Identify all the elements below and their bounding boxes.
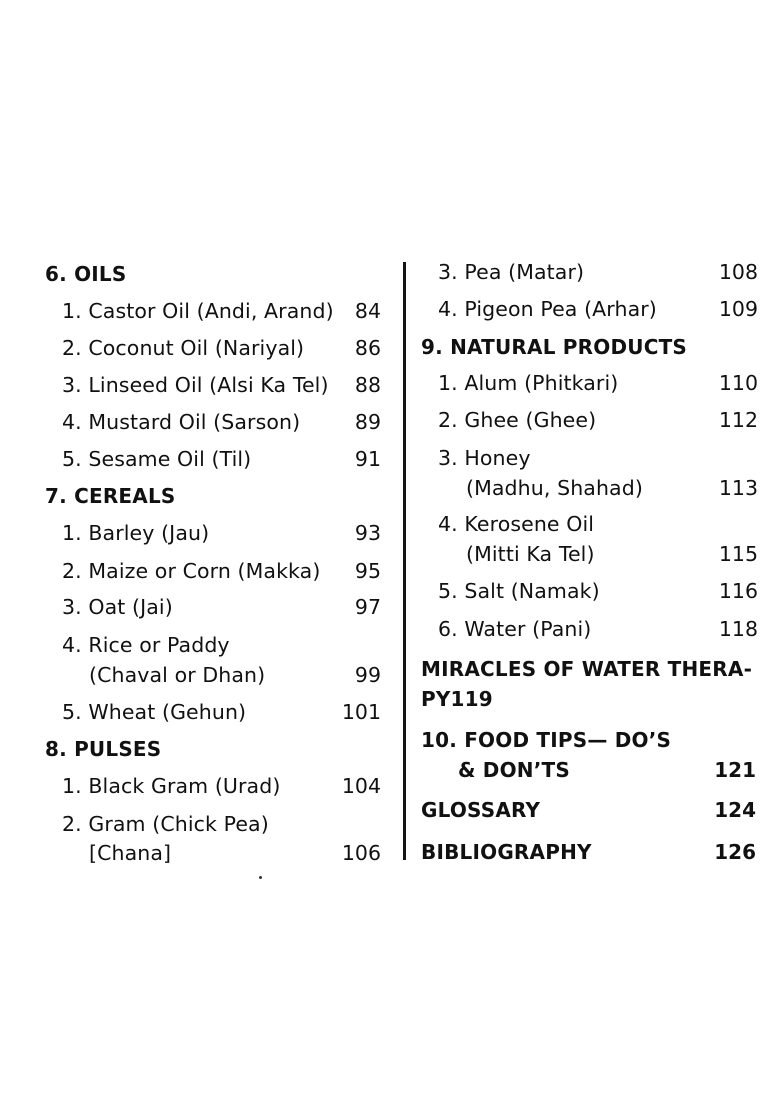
toc-entry-rice[interactable]: 4. Rice or Paddy	[62, 633, 230, 657]
page-number: 110	[718, 371, 758, 395]
section-heading-bibliography[interactable]: BIBLIOGRAPHY	[421, 840, 592, 864]
toc-entry-pigeon-pea[interactable]: 4. Pigeon Pea (Arhar)	[438, 297, 657, 321]
toc-entry-kerosene-line2: (Mitti Ka Tel)	[466, 542, 595, 566]
toc-entry-linseed-oil[interactable]: 3. Linseed Oil (Alsi Ka Tel)	[62, 373, 329, 397]
toc-entry-honey-line2: (Madhu, Shahad)	[466, 476, 643, 500]
page-number: 112	[718, 408, 758, 432]
page-number: 104	[341, 774, 381, 798]
page-number: 121	[714, 758, 756, 782]
toc-entry-water[interactable]: 6. Water (Pani)	[438, 617, 592, 641]
page-number: 95	[354, 559, 381, 583]
page-number: 106	[341, 841, 381, 865]
page-number: 116	[718, 579, 758, 603]
page-number: 97	[354, 595, 381, 619]
section-heading-glossary[interactable]: GLOSSARY	[421, 798, 541, 822]
page-number: 88	[354, 373, 381, 397]
toc-entry-gram[interactable]: 2. Gram (Chick Pea)	[62, 812, 269, 836]
toc-entry-coconut-oil[interactable]: 2. Coconut Oil (Nariyal)	[62, 336, 305, 360]
page-number: 99	[354, 663, 381, 687]
toc-entry-honey[interactable]: 3. Honey	[438, 446, 531, 470]
toc-entry-sesame-oil[interactable]: 5. Sesame Oil (Til)	[62, 447, 252, 471]
page-number: 101	[341, 700, 381, 724]
page-number: 124	[714, 798, 756, 822]
section-heading-pulses: 8. PULSES	[45, 737, 162, 761]
toc-entry-castor-oil[interactable]: 1. Castor Oil (Andi, Arand)	[62, 299, 334, 323]
toc-entry-salt[interactable]: 5. Salt (Namak)	[438, 579, 600, 603]
section-heading-miracles[interactable]: MIRACLES OF WATER THERA-	[421, 657, 753, 681]
toc-entry-kerosene-oil[interactable]: 4. Kerosene Oil	[438, 512, 595, 536]
toc-entry-wheat[interactable]: 5. Wheat (Gehun)	[62, 700, 247, 724]
section-heading-natural-products: 9. NATURAL PRODUCTS	[421, 335, 688, 359]
page-number: 126	[714, 840, 756, 864]
toc-entry-alum[interactable]: 1. Alum (Phitkari)	[438, 371, 619, 395]
page-number: 108	[718, 260, 758, 284]
page-number: 91	[354, 447, 381, 471]
section-heading-oils: 6. OILS	[45, 262, 127, 286]
toc-entry-maize[interactable]: 2. Maize or Corn (Makka)	[62, 559, 321, 583]
toc-entry-ghee[interactable]: 2. Ghee (Ghee)	[438, 408, 597, 432]
toc-entry-mustard-oil[interactable]: 4. Mustard Oil (Sarson)	[62, 410, 301, 434]
section-heading-cereals: 7. CEREALS	[45, 484, 176, 508]
page-number: 86	[354, 336, 381, 360]
page-number: 109	[718, 297, 758, 321]
scan-speck	[259, 876, 262, 879]
section-heading-miracles-line2: PY119	[421, 687, 493, 711]
toc-entry-gram-line2: [Chana]	[89, 841, 172, 865]
toc-entry-barley[interactable]: 1. Barley (Jau)	[62, 521, 210, 545]
toc-entry-rice-line2: (Chaval or Dhan)	[89, 663, 266, 687]
toc-entry-black-gram[interactable]: 1. Black Gram (Urad)	[62, 774, 281, 798]
page-number: 84	[354, 299, 381, 323]
column-divider	[403, 262, 406, 860]
page-number: 115	[718, 542, 758, 566]
toc-entry-pea[interactable]: 3. Pea (Matar)	[438, 260, 585, 284]
section-heading-food-tips[interactable]: 10. FOOD TIPS— DO’S	[421, 728, 672, 752]
page-number: 113	[718, 476, 758, 500]
page-number: 118	[718, 617, 758, 641]
section-heading-food-tips-line2: & DON’TS	[458, 758, 570, 782]
page-number: 89	[354, 410, 381, 434]
page-number: 93	[354, 521, 381, 545]
toc-entry-oat[interactable]: 3. Oat (Jai)	[62, 595, 173, 619]
